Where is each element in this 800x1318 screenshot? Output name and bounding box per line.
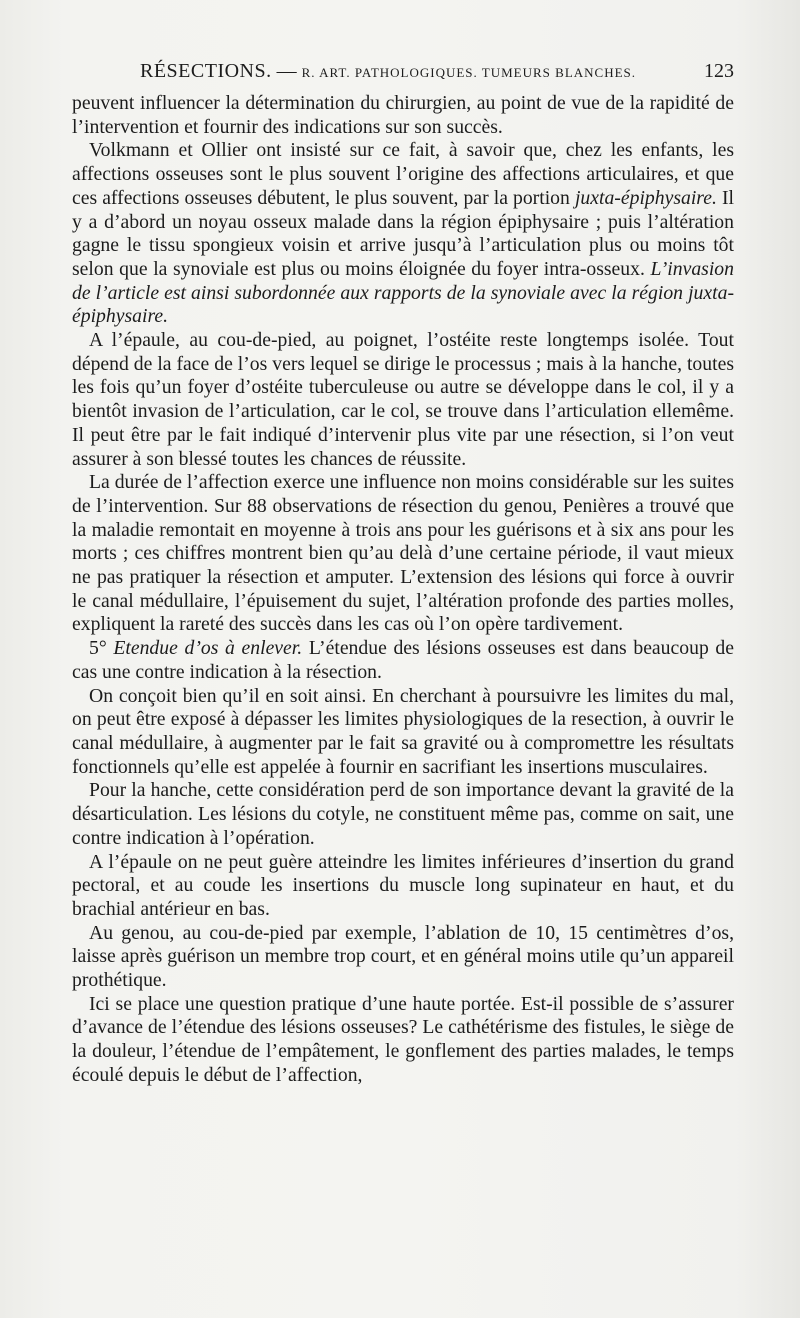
paragraph [72, 329, 734, 471]
text-run: L’étendue des lésions osseuses est dans beaucoup de cas une contre indication à la résection. [72, 637, 735, 683]
text-run: A l’épaule, au cou-de-pied, au poignet, l’ostéite reste longtemps isolée. Tout dépend de la face de l’os vers lequel se dirige le processus ; mais à la hanche, toutes les fois qu’un foyer d’ostéite tuberculeuse ou autre se développe dans le col, il y a bientôt invasion de l’articulation, car le col, se trouve dans l’articulation ellemême. Il peut être par le fait indiqué d’intervenir plus vite par une résection, si l’on veut assurer à son blessé toutes les chances de réussite. [72, 329, 734, 470]
text-run: La durée de l’affection exerce une influence non moins considérable sur les suites de l’intervention. Sur 88 observations de résection du genou, Penières a trouvé que la maladie remontait en moyenne à trois ans pour les guérisons et à six ans pour les morts ; ces chiffres montrent bien qu’au delà d’une certaine période, il vaut mieux ne pas pratiquer la résection et amputer. L’extension des lésions qui force à ouvrir le canal médullaire, l’épuisement du sujet, l’altération profonde des parties molles, expliquent la rareté des succès dans les cas où l’on opère tardivement. [72, 471, 734, 636]
text-run: A l’épaule on ne peut guère atteindre les limites inférieures d’insertion du grand pectoral, et au coude les insertions du muscle long supinateur en haut, et du brachial antérieur en bas. [72, 850, 734, 920]
paragraph [72, 92, 734, 139]
paragraph [72, 851, 734, 922]
paragraph [72, 139, 734, 329]
italic-text-run: L’invasion de l’article est ainsi subordonnée aux rapports de la synoviale avec la région juxta-épiphysaire. [72, 257, 734, 328]
text-run: Au genou, au cou-de-pied par exemple, l’ablation de 10, 15 centimètres d’os, laisse après guérison un membre trop court, et en général moins utile qu’un appareil prothétique. [72, 921, 734, 992]
header-dash: — [271, 60, 302, 82]
text-run: peuvent influencer la détermination du chirurgien, au point de vue de la rapidité de l’intervention et fournir des indications sur son succès. [72, 92, 734, 138]
text-run: Volkmann et Ollier ont insisté sur ce fait, à savoir que, chez les enfants, les affections osseuses sont le plus souvent l’origine des affections articulaires, et que ces affections osseuses débutent, le plus souvent, par la portion [72, 139, 734, 209]
paragraph [72, 685, 734, 780]
running-header [140, 58, 734, 84]
paragraph [72, 471, 734, 637]
text-run: On conçoit bien qu’il en soit ainsi. En cherchant à poursuivre les limites du mal, on peut être exposé à dépasser les limites physiologiques de la resection, à ouvrir le canal médullaire, à augmenter par le fait sa gravité ou à compromettre les résultats fonctionnels qu’elle est appelée à fournir en sacrifiant les insertions musculaires. [72, 684, 734, 778]
running-title [140, 58, 636, 86]
italic-text-run: juxta-épiphysaire. [574, 186, 717, 209]
text-run: Ici se place une question pratique d’une haute portée. Est-il possible de s’assurer d’avance de l’étendue des lésions osseuses? Le cathétérisme des fistules, le siège de la douleur, l’étendue de l’empâtement, le gonflement des parties malades, le temps écoulé depuis le début de l’affection, [72, 992, 734, 1086]
header-subtitle: R. ART. PATHOLOGIQUES. TUMEURS BLANCHES. [301, 65, 637, 80]
page-number: 123 [704, 60, 734, 82]
body-text [72, 92, 734, 1088]
italic-text-run: Etendue d’os à enlever. [113, 637, 303, 660]
text-run: 5° [89, 637, 114, 660]
text-run: Pour la hanche, cette considération perd de son importance devant la gravité de la désarticulation. Les lésions du cotyle, ne constituent même pas, comme on sait, une contre indication à l’opération. [72, 779, 734, 849]
paragraph [72, 993, 734, 1088]
paragraph [72, 637, 734, 684]
paragraph [72, 779, 734, 850]
paragraph [72, 922, 734, 993]
text-run: Il y a d’abord un noyau osseux malade dans la région épiphysaire ; puis l’altération gagne le tissu spongieux voisin et arrive jusqu’à l’articulation plus ou moins tôt selon que la synoviale est plus ou moins éloignée du foyer intra-osseux. [72, 186, 734, 280]
section-title: RÉSECTIONS. [140, 60, 272, 82]
